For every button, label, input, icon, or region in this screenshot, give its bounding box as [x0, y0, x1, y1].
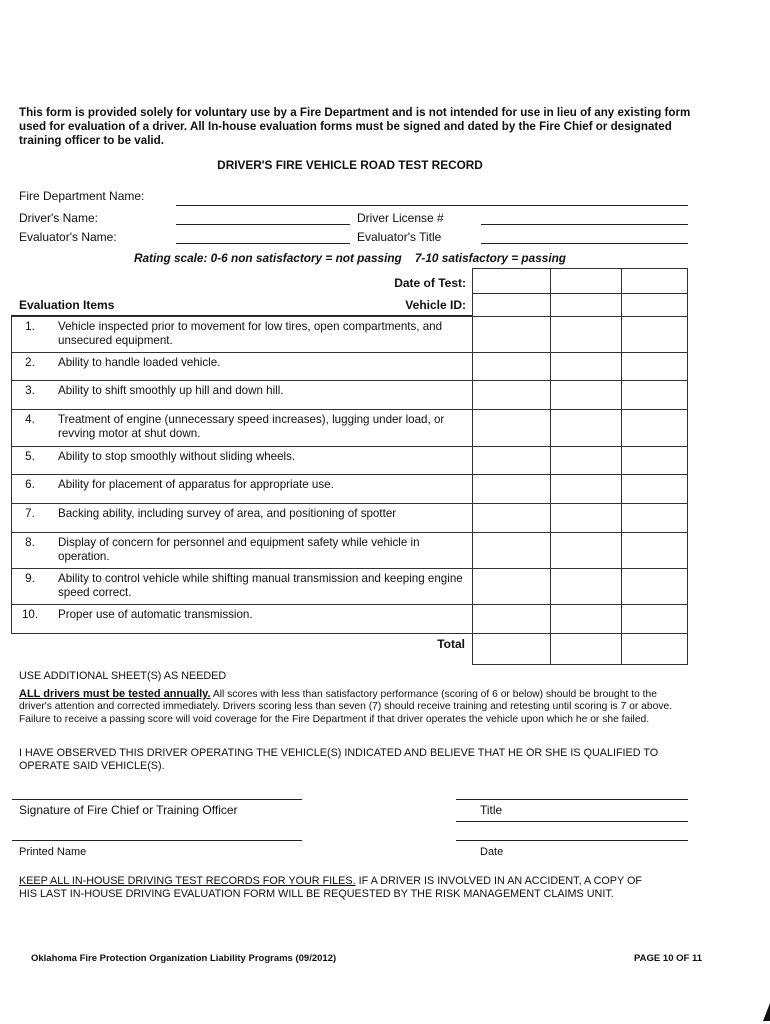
evaluation-items-table — [11, 316, 473, 634]
evaluation-item-number: 5. — [12, 447, 49, 475]
annual-testing-heading: ALL drivers must be tested annually. — [19, 688, 211, 700]
drivers-name-label: Driver's Name: — [19, 211, 98, 225]
annual-testing-text: All scores with less than satisfactory performance (scoring of 6 or below) should be brought to the driver's attention and corrected immediately. Drivers scoring less than seven (7) should receive training and retesting until scoring is 7 or above. Failure to receive a passing score will void coverage for the Fire Department if that driver operates the vehicle upon which he or she failed. — [19, 689, 673, 725]
evaluation-item-text: Ability to control vehicle while shifting manual transmission and keeping engine speed correct. — [48, 569, 473, 605]
evaluation-item-number: 10. — [12, 605, 49, 634]
score-grid — [472, 268, 688, 665]
date-line[interactable] — [456, 840, 688, 841]
evaluation-item-text: Ability for placement of apparatus for appropriate use. — [48, 475, 473, 504]
evaluation-item-text: Ability to stop smoothly without sliding wheels. — [48, 447, 473, 475]
evaluation-item-number: 6. — [12, 475, 49, 504]
footer-left: Oklahoma Fire Protection Organization Liability Programs (09/2012) — [31, 953, 337, 964]
additional-sheets-note: USE ADDITIONAL SHEET(S) AS NEEDED — [19, 670, 227, 682]
printed-name-label: Printed Name — [19, 846, 87, 858]
evaluation-item-row — [12, 504, 473, 533]
evaluation-item-row — [12, 381, 473, 410]
evaluation-item-text: Vehicle inspected prior to movement for low tires, open compartments, and unsecured equipment. — [48, 317, 473, 353]
evaluation-item-row — [12, 317, 473, 353]
evaluation-item-text: Treatment of engine (unnecessary speed increases), lugging under load, or revving motor at shut down. — [48, 410, 473, 447]
evaluation-item-row — [12, 475, 473, 504]
annual-testing-note — [19, 688, 685, 726]
title-label: Title — [480, 803, 503, 817]
title-top-line — [456, 799, 688, 800]
records-notice — [19, 875, 659, 900]
evaluation-item-row — [12, 605, 473, 634]
driver-license-label: Driver License # — [357, 211, 444, 225]
printed-name-line[interactable] — [12, 840, 302, 841]
evaluation-item-number: 8. — [12, 533, 49, 569]
evaluation-item-number: 9. — [12, 569, 49, 605]
intro-paragraph: This form is provided solely for voluntary use by a Fire Department and is not intended for use in lieu of any existing form used for evaluation of a driver. All In-house evaluation forms must be signed and dated by the Fire Chief or designated training officer to be valid. — [19, 106, 691, 147]
driver-license-line[interactable] — [481, 224, 688, 225]
evaluation-item-number: 2. — [12, 353, 49, 381]
signature-line[interactable] — [12, 799, 302, 800]
evaluation-item-number: 1. — [12, 317, 49, 353]
drivers-name-line[interactable] — [176, 224, 350, 225]
evaluation-item-text: Display of concern for personnel and equipment safety while vehicle in operation. — [48, 533, 473, 569]
evaluators-title-label: Evaluator's Title — [357, 230, 442, 244]
evaluation-item-text: Proper use of automatic transmission. — [48, 605, 473, 634]
fire-department-name-line[interactable] — [176, 205, 688, 206]
evaluation-item-text: Backing ability, including survey of area, and positioning of spotter — [48, 504, 473, 533]
vehicle-id-label: Vehicle ID: — [405, 298, 466, 312]
certification-statement: I HAVE OBSERVED THIS DRIVER OPERATING THE VEHICLE(S) INDICATED AND BELIEVE THAT HE OR SHE IS QUALIFIED TO OPERATE SAID VEHICLE(S). — [19, 747, 659, 772]
records-notice-text: IF A DRIVER IS INVOLVED IN AN ACCIDENT, A COPY OF HIS LAST IN-HOUSE DRIVING EVALUATION FORM WILL BE REQUESTED BY THE RISK MANAGEMENT CLAIMS UNIT. — [19, 875, 642, 900]
records-notice-heading: KEEP ALL IN-HOUSE DRIVING TEST RECORDS FOR YOUR FILES. — [19, 875, 356, 887]
evaluation-item-number: 7. — [12, 504, 49, 533]
evaluation-item-row — [12, 569, 473, 605]
evaluators-name-line[interactable] — [176, 243, 350, 244]
evaluation-item-row — [12, 447, 473, 475]
date-label: Date — [480, 846, 504, 858]
evaluation-item-row — [12, 410, 473, 447]
page-edge-mark — [763, 1003, 770, 1021]
evaluation-item-row — [12, 353, 473, 381]
fire-department-name-label: Fire Department Name: — [19, 189, 145, 203]
signature-label: Signature of Fire Chief or Training Officer — [19, 803, 238, 817]
page-number: PAGE 10 OF 11 — [634, 953, 702, 964]
total-label: Total — [437, 637, 465, 651]
evaluators-title-line[interactable] — [481, 243, 688, 244]
evaluation-item-number: 4. — [12, 410, 49, 447]
evaluation-item-text: Ability to shift smoothly up hill and down hill. — [48, 381, 473, 410]
title-line[interactable] — [456, 821, 688, 822]
evaluation-item-text: Ability to handle loaded vehicle. — [48, 353, 473, 381]
evaluation-item-number: 3. — [12, 381, 49, 410]
evaluators-name-label: Evaluator's Name: — [19, 230, 117, 244]
evaluation-item-row — [12, 533, 473, 569]
evaluation-items-heading: Evaluation Items — [19, 298, 115, 312]
rating-scale: Rating scale: 0-6 non satisfactory = not passing 7-10 satisfactory = passing — [133, 251, 567, 265]
form-title: DRIVER'S FIRE VEHICLE ROAD TEST RECORD — [217, 158, 483, 172]
date-of-test-label: Date of Test: — [394, 276, 466, 290]
